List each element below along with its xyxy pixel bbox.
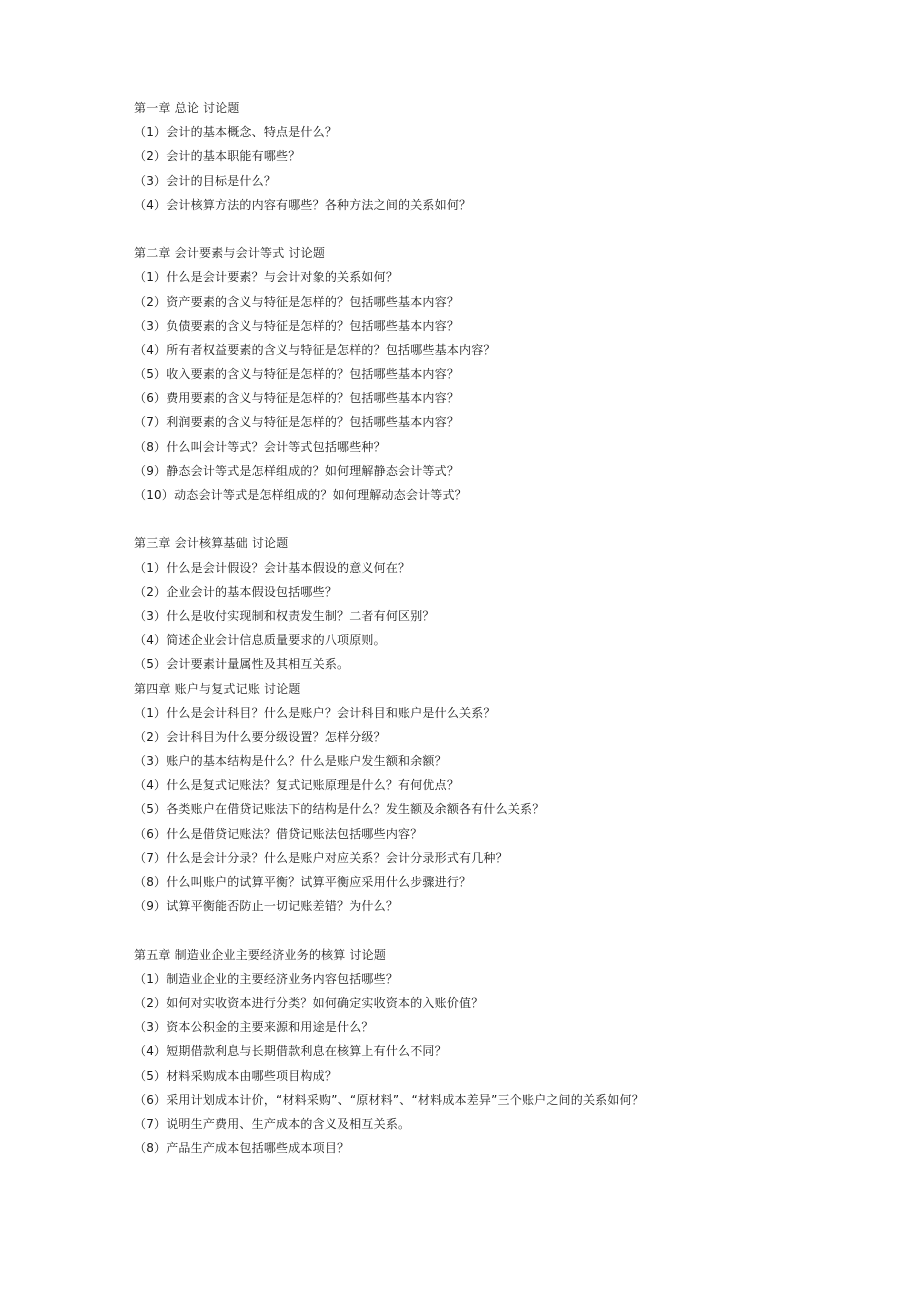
question-item: （9）静态会计等式是怎样组成的？如何理解静态会计等式？ xyxy=(134,463,460,478)
document-page xyxy=(134,96,834,1160)
question-item: （1）会计的基本概念、特点是什么？ xyxy=(134,125,338,140)
question-item: （8）什么叫账户的试算平衡？试算平衡应采用什么步骤进行？ xyxy=(134,875,472,889)
question-item: （2）会计科目为什么要分级设置？怎样分级？ xyxy=(134,729,386,744)
question-item: （7）利润要素的含义与特征是怎样的？包括哪些基本内容？ xyxy=(134,415,460,430)
question-item: （8）什么叫会计等式？会计等式包括哪些种？ xyxy=(134,439,386,454)
question-item: （7）什么是会计分录？什么是账户对应关系？会计分录形式有几种？ xyxy=(134,850,508,865)
question-item: （3）会计的目标是什么？ xyxy=(134,173,277,188)
question-item: （10）动态会计等式是怎样组成的？如何理解动态会计等式？ xyxy=(134,488,467,502)
chapter-3 xyxy=(134,531,834,676)
section-spacer xyxy=(134,918,834,942)
question-item: （5）各类账户在借贷记账法下的结构是什么？发生额及余额各有什么关系？ xyxy=(134,802,545,817)
question-item: （7）说明生产费用、生产成本的含义及相互关系。 xyxy=(134,1116,411,1131)
question-item: （1）什么是会计科目？什么是账户？会计科目和账户是什么关系？ xyxy=(134,705,496,720)
question-item: （4）短期借款利息与长期借款利息在核算上有什么不同？ xyxy=(134,1044,447,1059)
question-item: （6）采用计划成本计价，“材料采购”、“原材料”、“材料成本差异”三个账户之间的关系如何？ xyxy=(134,1092,644,1107)
question-item: （5）材料采购成本由哪些项目构成？ xyxy=(134,1068,338,1083)
chapter-5 xyxy=(134,943,834,1161)
chapter-heading: 第二章 会计要素与会计等式 讨论题 xyxy=(134,246,326,261)
chapter-heading: 第四章 账户与复式记账 讨论题 xyxy=(134,681,301,696)
section-spacer xyxy=(134,217,834,241)
question-item: （5）收入要素的含义与特征是怎样的？包括哪些基本内容？ xyxy=(134,367,460,382)
chapter-heading: 第三章 会计核算基础 讨论题 xyxy=(134,536,289,551)
question-item: （3）什么是收付实现制和权责发生制？二者有何区别？ xyxy=(134,608,435,623)
question-item: （1）制造业企业的主要经济业务内容包括哪些？ xyxy=(134,971,399,986)
question-item: （8）产品生产成本包括哪些成本项目？ xyxy=(134,1141,350,1156)
question-item: （5）会计要素计量属性及其相互关系。 xyxy=(134,657,350,672)
question-item: （2）如何对实收资本进行分类？如何确定实收资本的入账价值？ xyxy=(134,995,484,1010)
chapter-4 xyxy=(134,677,834,919)
question-item: （6）什么是借贷记账法？借贷记账法包括哪些内容？ xyxy=(134,826,423,841)
question-item: （4）所有者权益要素的含义与特征是怎样的？包括哪些基本内容？ xyxy=(134,342,496,357)
question-item: （3）资本公积金的主要来源和用途是什么？ xyxy=(134,1020,374,1035)
question-item: （9）试算平衡能否防止一切记账差错？为什么？ xyxy=(134,899,399,914)
question-item: （3）负债要素的含义与特征是怎样的？包括哪些基本内容？ xyxy=(134,318,460,333)
question-item: （2）资产要素的含义与特征是怎样的？包括哪些基本内容？ xyxy=(134,294,460,309)
chapter-heading: 第五章 制造业企业主要经济业务的核算 讨论题 xyxy=(134,947,387,962)
section-spacer xyxy=(134,507,834,531)
question-item: （4）简述企业会计信息质量要求的八项原则。 xyxy=(134,633,386,648)
chapter-2 xyxy=(134,241,834,507)
chapter-1 xyxy=(134,96,834,217)
question-item: （6）费用要素的含义与特征是怎样的？包括哪些基本内容？ xyxy=(134,391,460,406)
question-item: （1）什么是会计要素？与会计对象的关系如何？ xyxy=(134,270,399,285)
question-item: （4）会计核算方法的内容有哪些？各种方法之间的关系如何？ xyxy=(134,197,472,212)
question-item: （2）企业会计的基本假设包括哪些？ xyxy=(134,584,338,599)
question-item: （1）什么是会计假设？会计基本假设的意义何在？ xyxy=(134,560,411,575)
question-item: （4）什么是复式记账法？复式记账原理是什么？有何优点？ xyxy=(134,778,460,793)
chapter-heading: 第一章 总论 讨论题 xyxy=(134,101,240,115)
question-item: （2）会计的基本职能有哪些？ xyxy=(134,149,301,164)
question-item: （3）账户的基本结构是什么？什么是账户发生额和余额？ xyxy=(134,754,447,769)
